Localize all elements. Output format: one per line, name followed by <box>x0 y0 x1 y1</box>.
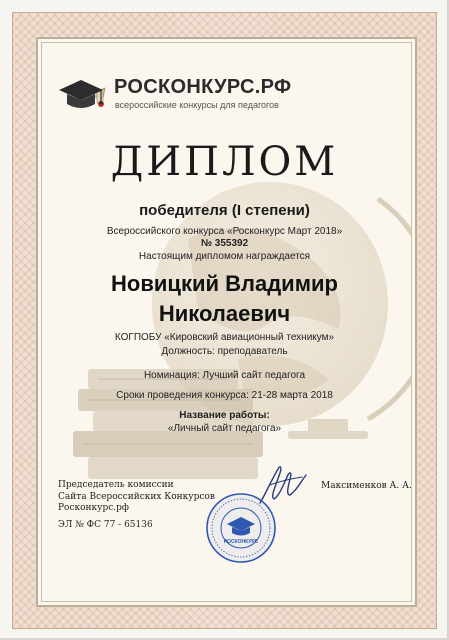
chair-line-2: Сайта Всероссийских Конкурсов <box>58 491 215 502</box>
seal-label: РОСКОНКУРС <box>223 539 259 545</box>
contest-name: Всероссийского конкурса «Росконкурс Март 2018» <box>106 226 343 237</box>
diploma-heading: ДИПЛОМ <box>110 139 339 185</box>
awarded-text: Настоящим дипломом награждается <box>138 251 311 262</box>
degree-text: победителя (I степени) <box>139 202 310 219</box>
organization: КОГПОБУ «Кировский авиационный техникум» <box>114 332 335 343</box>
signer-name: Максименков А. А. <box>321 481 412 491</box>
commission-chair <box>58 480 215 515</box>
graduation-cap-icon <box>57 74 109 114</box>
chair-line-3: Росконкурс.рф <box>58 503 129 513</box>
diploma-number: № 355392 <box>200 238 249 249</box>
work-label: Название работы: <box>179 410 270 421</box>
logo-subtitle: всероссийские конкурсы для педагогов <box>115 100 279 110</box>
logo <box>57 72 327 116</box>
logo-title: РОСКОНКУРС.РФ <box>114 76 292 98</box>
nomination: Номинация: Лучший сайт педагога <box>143 370 306 381</box>
work-title: «Личный сайт педагога» <box>167 423 282 434</box>
position: Должность: преподаватель <box>161 346 288 357</box>
contest-dates: Сроки проведения конкурса: 21-28 марта 2018 <box>116 390 333 401</box>
recipient-name-line1: Новицкий Владимир <box>111 271 338 296</box>
recipient-name-line2: Николаевич <box>158 301 291 326</box>
chair-line-1: Председатель комиссии <box>58 480 174 490</box>
registration-number: ЭЛ № ФС 77 - 65136 <box>58 520 153 530</box>
official-seal <box>205 492 277 564</box>
